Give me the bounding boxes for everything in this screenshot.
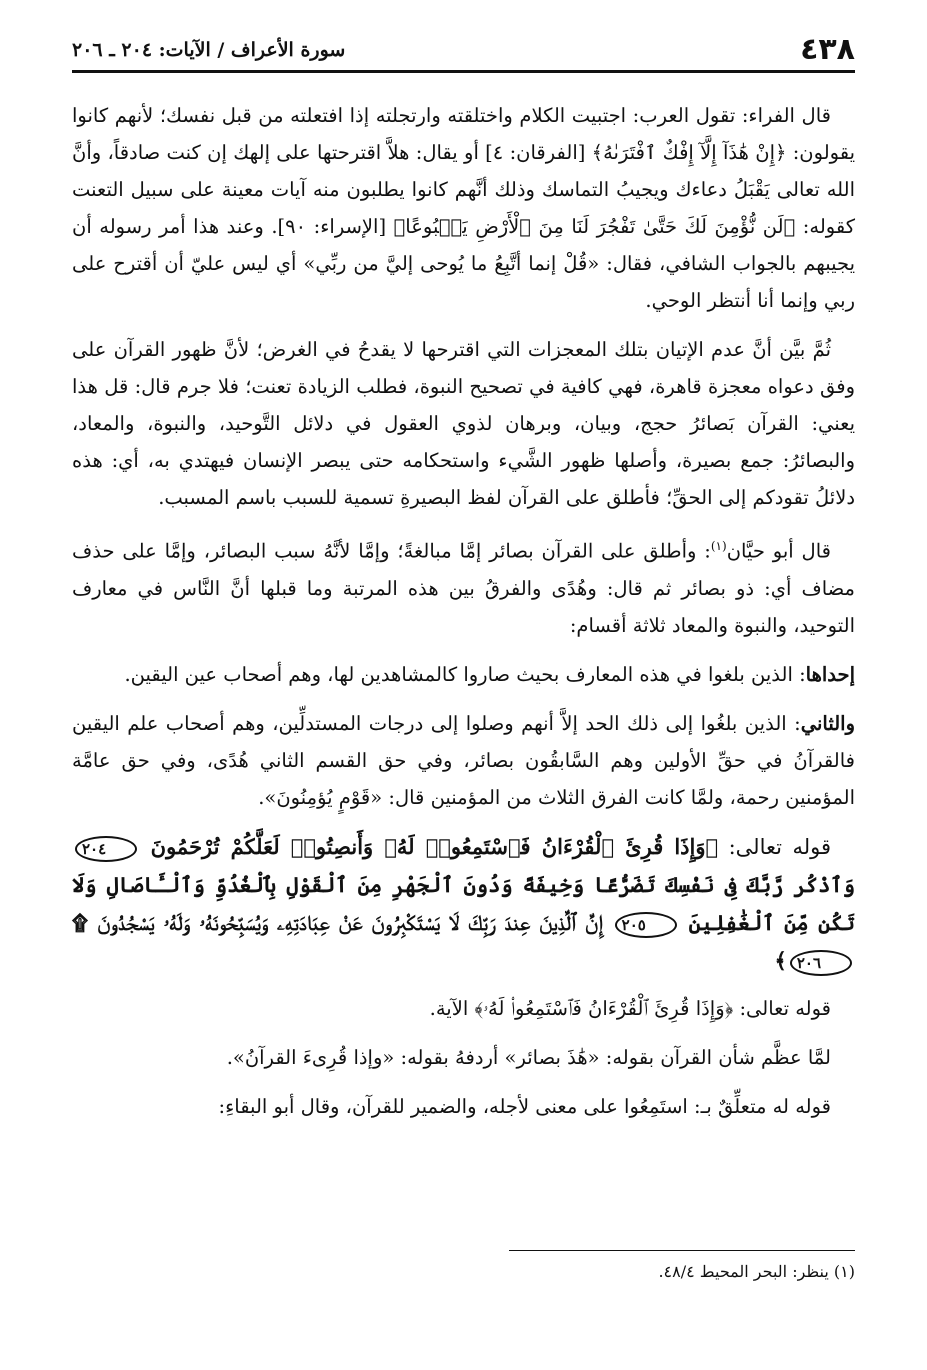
verse-204: ﴿وَإِذَا قُرِئَ ٱلْقُرْءَانُ فَٱسْتَمِعُوا۟ لَهُۥ وَأَنصِتُوا۟ لَعَلَّكُمْ تُرْحَمُونَ (150, 833, 719, 859)
running-title: سورة الأعراف / الآيات: ٢٠٤ ـ ٢٠٦ (72, 39, 346, 61)
paragraph-1: قال الفراء: تقول العرب: اجتبيت الكلام واختلقته وارتجلته إذا افتعلته من قبل نفسك؛ لأنهم كانوا يقولون: ﴿إِنْ هَٰذَآ إِلَّآ إِفْكٌ ٱفْتَرَىٰهُ﴾ [الفرقان: ٤] أو يقال: هلاَّ اقترحتها على إلهك إن كنت صادقاً، وأنَّ الله تعالى يَقْبَلُ دعاءك ويجيبُ التماسك وذلك أنَّهم كانوا يطلبون منه آيات معينة على سبيل التعنت كقوله: ﴿لَن نُّؤْمِنَ لَكَ حَتَّىٰ تَفْجُرَ لَنَا مِنَ ٱلْأَرْضِ يَنۢبُوعًا﴾ [الإسراء: ٩٠]. وعند هذا أمر رسوله أن يجيبهم بالجواب الشافي، فقال: «قُلْ إنما أتَّبِعُ ما يُوحى إليَّ من ربِّي» أي ليس عليّ أن أقترح على ربي وإنما أنا أنتظر الوحي. (72, 104, 855, 312)
paragraph-4 (72, 656, 855, 693)
footnote: (١) ينظر: البحر المحيط ٤٨/٤. (658, 1262, 855, 1281)
paragraph-8: قوله له متعلِّقٌ بـ: استَمِعُوا على معنى لأجله، والضمير للقرآن، وقال أبو البقاءِ: (218, 1094, 831, 1118)
paragraph-4-lead: إحداها (805, 662, 855, 686)
paragraph-4-text: : الذين بلغوا في هذه المعارف بحيث صاروا كالمشاهدين لها، وهم أصحاب عين اليقين. (124, 662, 806, 686)
verse-close-bracket: ﴾ (774, 947, 787, 973)
paragraph-5 (72, 705, 855, 816)
paragraph-3-rest: : وأطلق على القرآن بصائر إمَّا مبالغةً؛ وإمَّا لأنَّهُ سبب البصائر، وإمَّا على حذف مضاف أي: ذو بصائر ثم قال: وهُدًى والفرقُ بين هذه المرتبة وما قبلها أنَّ النَّاس في معارف التوحيد، والنبوة والمعاد ثلاثة أقسام: (72, 539, 855, 637)
paragraph-2: ثُمَّ بيَّن أنَّ عدم الإتيان بتلك المعجزات التي اقترحها لا يقدحُ في الغرض؛ لأنَّ ظهور القرآن على وفق دعواه معجزة قاهرة، فهي كافية في تصحيح النبوة، فطلب الزيادة تعنت؛ فلا جرم قال: قل هذا يعني: القرآن بَصائرُ حجج، وبيان، وبرهان لذوي العقول في دلائل التَّوحيد، والنبوة، والمعاد، والبصائرُ: جمع بصيرة، وأصلها ظهور الشَّيء واستحكامه حتى يبصر الإنسان فيهتدي به، أي: هذه دلائلُ تقودكم إلى الحقِّ؛ فأطلق على القرآن لفظ البصيرةِ تسمية للسبب باسم المسبب. (72, 338, 855, 509)
page (72, 30, 855, 1350)
quran-intro: قوله تعالى: (718, 834, 831, 859)
footnote-divider (509, 1250, 855, 1251)
verse-206: إِنَّ ٱلَّذِينَ عِندَ رَبِّكَ لَا يَسْتَكْبِرُونَ عَنْ عِبَادَتِهِۦ وَيُسَبِّحُونَهُۥ وَلَهُۥ يَسْجُدُونَ ۩ (72, 909, 603, 935)
paragraph-5-lead: والثاني (800, 711, 855, 735)
paragraph-3 (72, 528, 855, 644)
quran-verses-block (72, 828, 855, 980)
verse-marker-204: ٢٠٤ (75, 836, 137, 862)
paragraph-6: قوله تعالى: ﴿وَإِذَا قُرِئَ ٱلْقُرْءَانُ فَٱسْتَمِعُوا۟ لَهُۥ﴾ الآية. (429, 996, 831, 1020)
verse-marker-206: ٢٠٦ (790, 950, 852, 976)
verse-marker-205: ٢٠٥ (615, 912, 677, 938)
body-text (72, 97, 855, 1125)
paragraph-3-start: قال أبو حيَّان (726, 539, 831, 563)
paragraph-5-text: : الذين بلغُوا إلى ذلك الحد إلاَّ أنهم وصلوا إلى درجات المستدلِّين، وهم أصحاب علم اليقين فالقرآنُ في حقِّ الأولين وهم السَّابقُون بصائر، وفي حق القسم الثاني هُدًى، وفي حق عامَّة المؤمنين رحمة، ولمَّا كانت الفرق الثلاث من المؤمنين قال: «قَوْمٍ يُؤمِنُونَ». (72, 711, 855, 809)
paragraph-7: لمَّا عظَّم شأن القرآن بقوله: «هَٰذَ بصائر» أردفهُ بقوله: «وإذا قُرِىءَ القرآنُ». (226, 1045, 831, 1069)
page-header (72, 30, 855, 73)
footnote-reference[interactable]: (١) (710, 539, 727, 553)
verse-205: وَٱذْكُر رَّبَّكَ فِى نَفْسِكَ تَضَرُّعًا وَخِيفَةً وَدُونَ ٱلْجَهْرِ مِنَ ٱلْقَوْلِ بِٱلْغُدُوِّ وَٱلْـَٔاصَالِ وَلَا تَكُن مِّنَ ٱلْغَٰفِلِينَ (72, 871, 855, 935)
page-number: ٤٣٨ (800, 32, 855, 67)
